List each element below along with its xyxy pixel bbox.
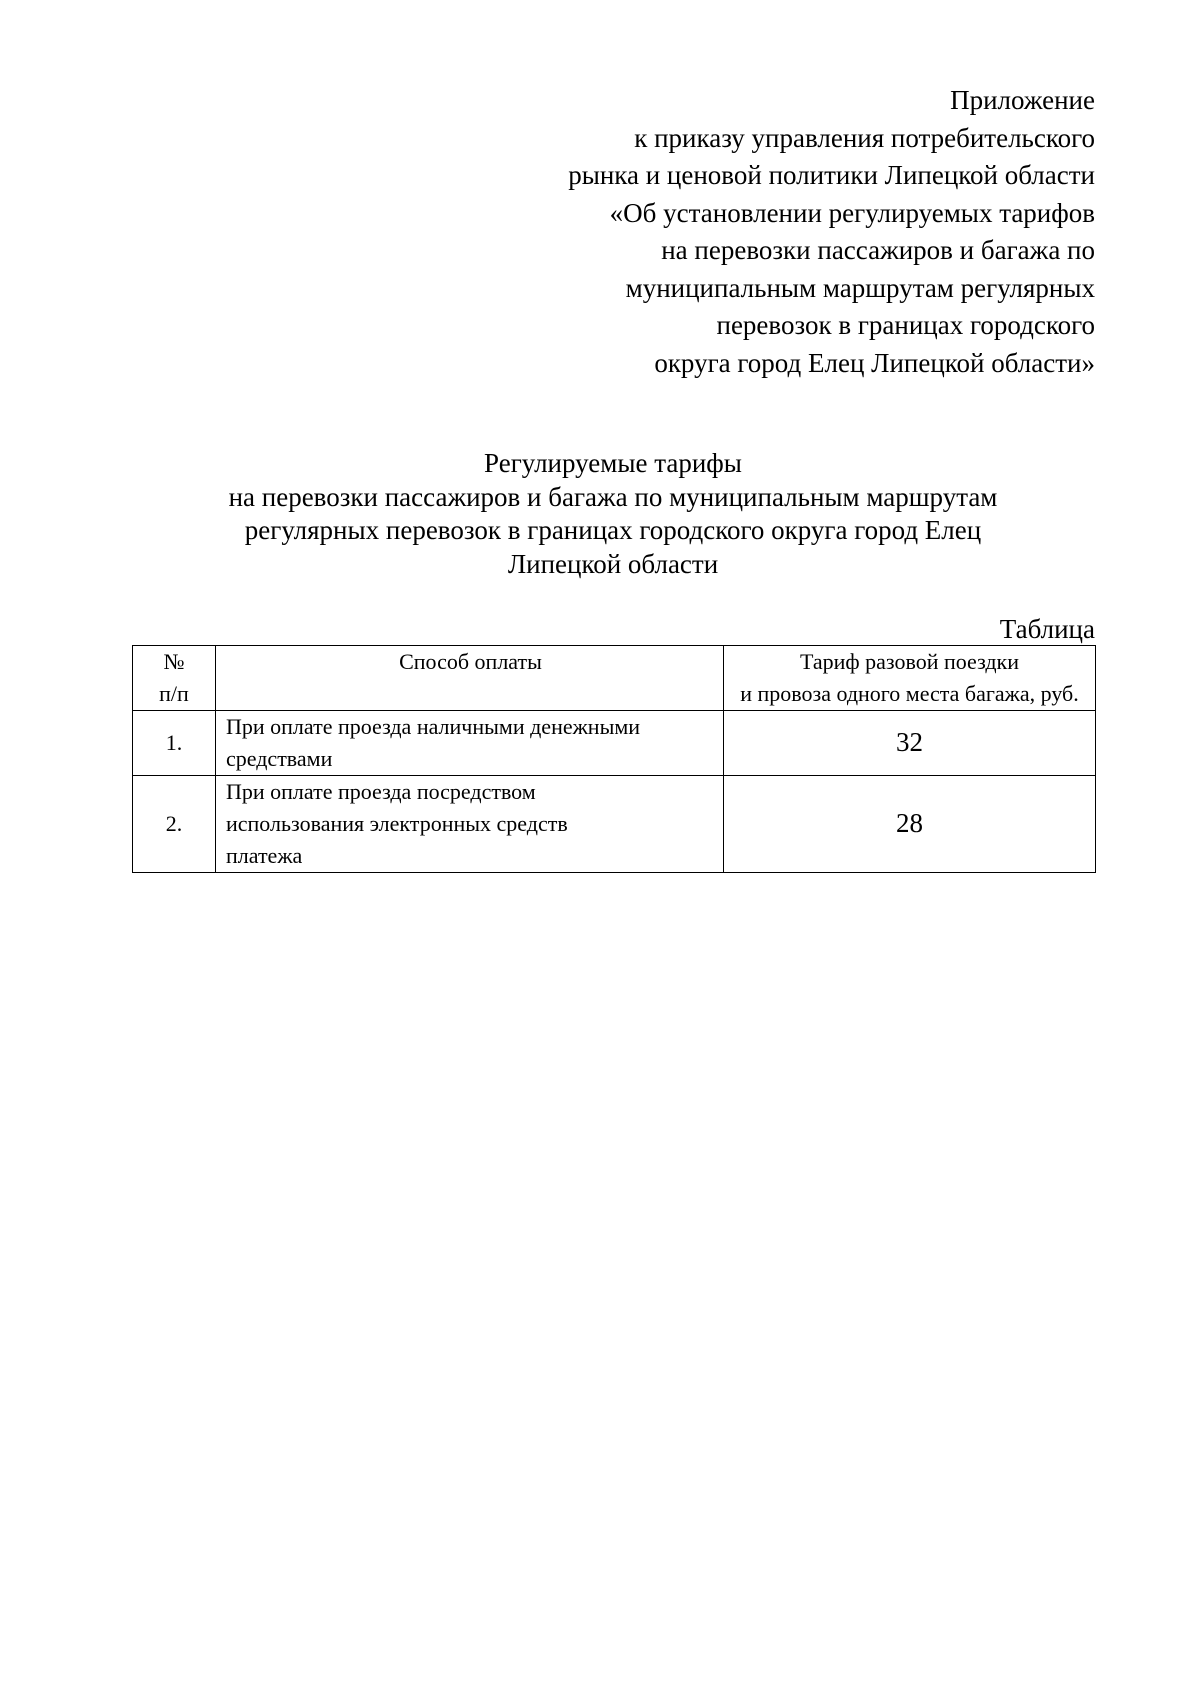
header-method (216, 646, 724, 711)
row-method (216, 711, 724, 776)
table-row (133, 776, 1096, 873)
header-num (133, 646, 216, 711)
table-header-row (133, 646, 1096, 711)
row-tariff (724, 711, 1096, 776)
appendix-line: «Об установлении регулируемых тарифов (609, 197, 1095, 228)
header-num-line: № (163, 649, 185, 674)
header-num-line: п/п (159, 681, 189, 706)
document-title (131, 447, 1095, 581)
row-method-line: платежа (226, 843, 303, 868)
appendix-line: рынка и ценовой политики Липецкой области (568, 160, 1095, 190)
row-method-line: использования электронных средств (226, 811, 568, 836)
appendix-line: Приложение (950, 85, 1095, 115)
header-tariff-line: и провоза одного места багажа, руб. (740, 681, 1079, 706)
table-caption: Таблица (999, 614, 1095, 644)
row-method (216, 776, 724, 873)
tariff-value: 32 (896, 727, 923, 757)
appendix-line: к приказу управления потребительского (634, 122, 1095, 153)
table-row (133, 711, 1096, 776)
tariff-table (132, 645, 1096, 873)
appendix-header (568, 82, 1095, 382)
appendix-line: муниципальным маршрутам регулярных (625, 272, 1095, 303)
title-line: Липецкой области (507, 548, 719, 579)
row-method-line: При оплате проезда наличными денежными (226, 714, 641, 739)
row-method-line: средствами (226, 746, 333, 771)
title-line: на перевозки пассажиров и багажа по муниципальным маршрутам (228, 481, 998, 512)
title-line: Регулируемые тарифы (484, 448, 742, 478)
header-method-label: Способ оплаты (399, 649, 542, 674)
row-num: 2. (133, 776, 216, 873)
appendix-line: перевозок в границах городского (716, 310, 1095, 340)
row-method-line: При оплате проезда посредством (226, 779, 536, 804)
title-line: регулярных перевозок в границах городского округа город Елец (244, 515, 982, 545)
appendix-line: округа город Елец Липецкой области» (654, 347, 1095, 378)
header-tariff-line: Тариф разовой поездки (799, 649, 1020, 674)
row-num: 1. (133, 711, 216, 776)
appendix-line: на перевозки пассажиров и багажа по (661, 235, 1095, 265)
row-tariff (724, 776, 1096, 873)
header-tariff (724, 646, 1096, 711)
tariff-value: 28 (896, 808, 923, 838)
